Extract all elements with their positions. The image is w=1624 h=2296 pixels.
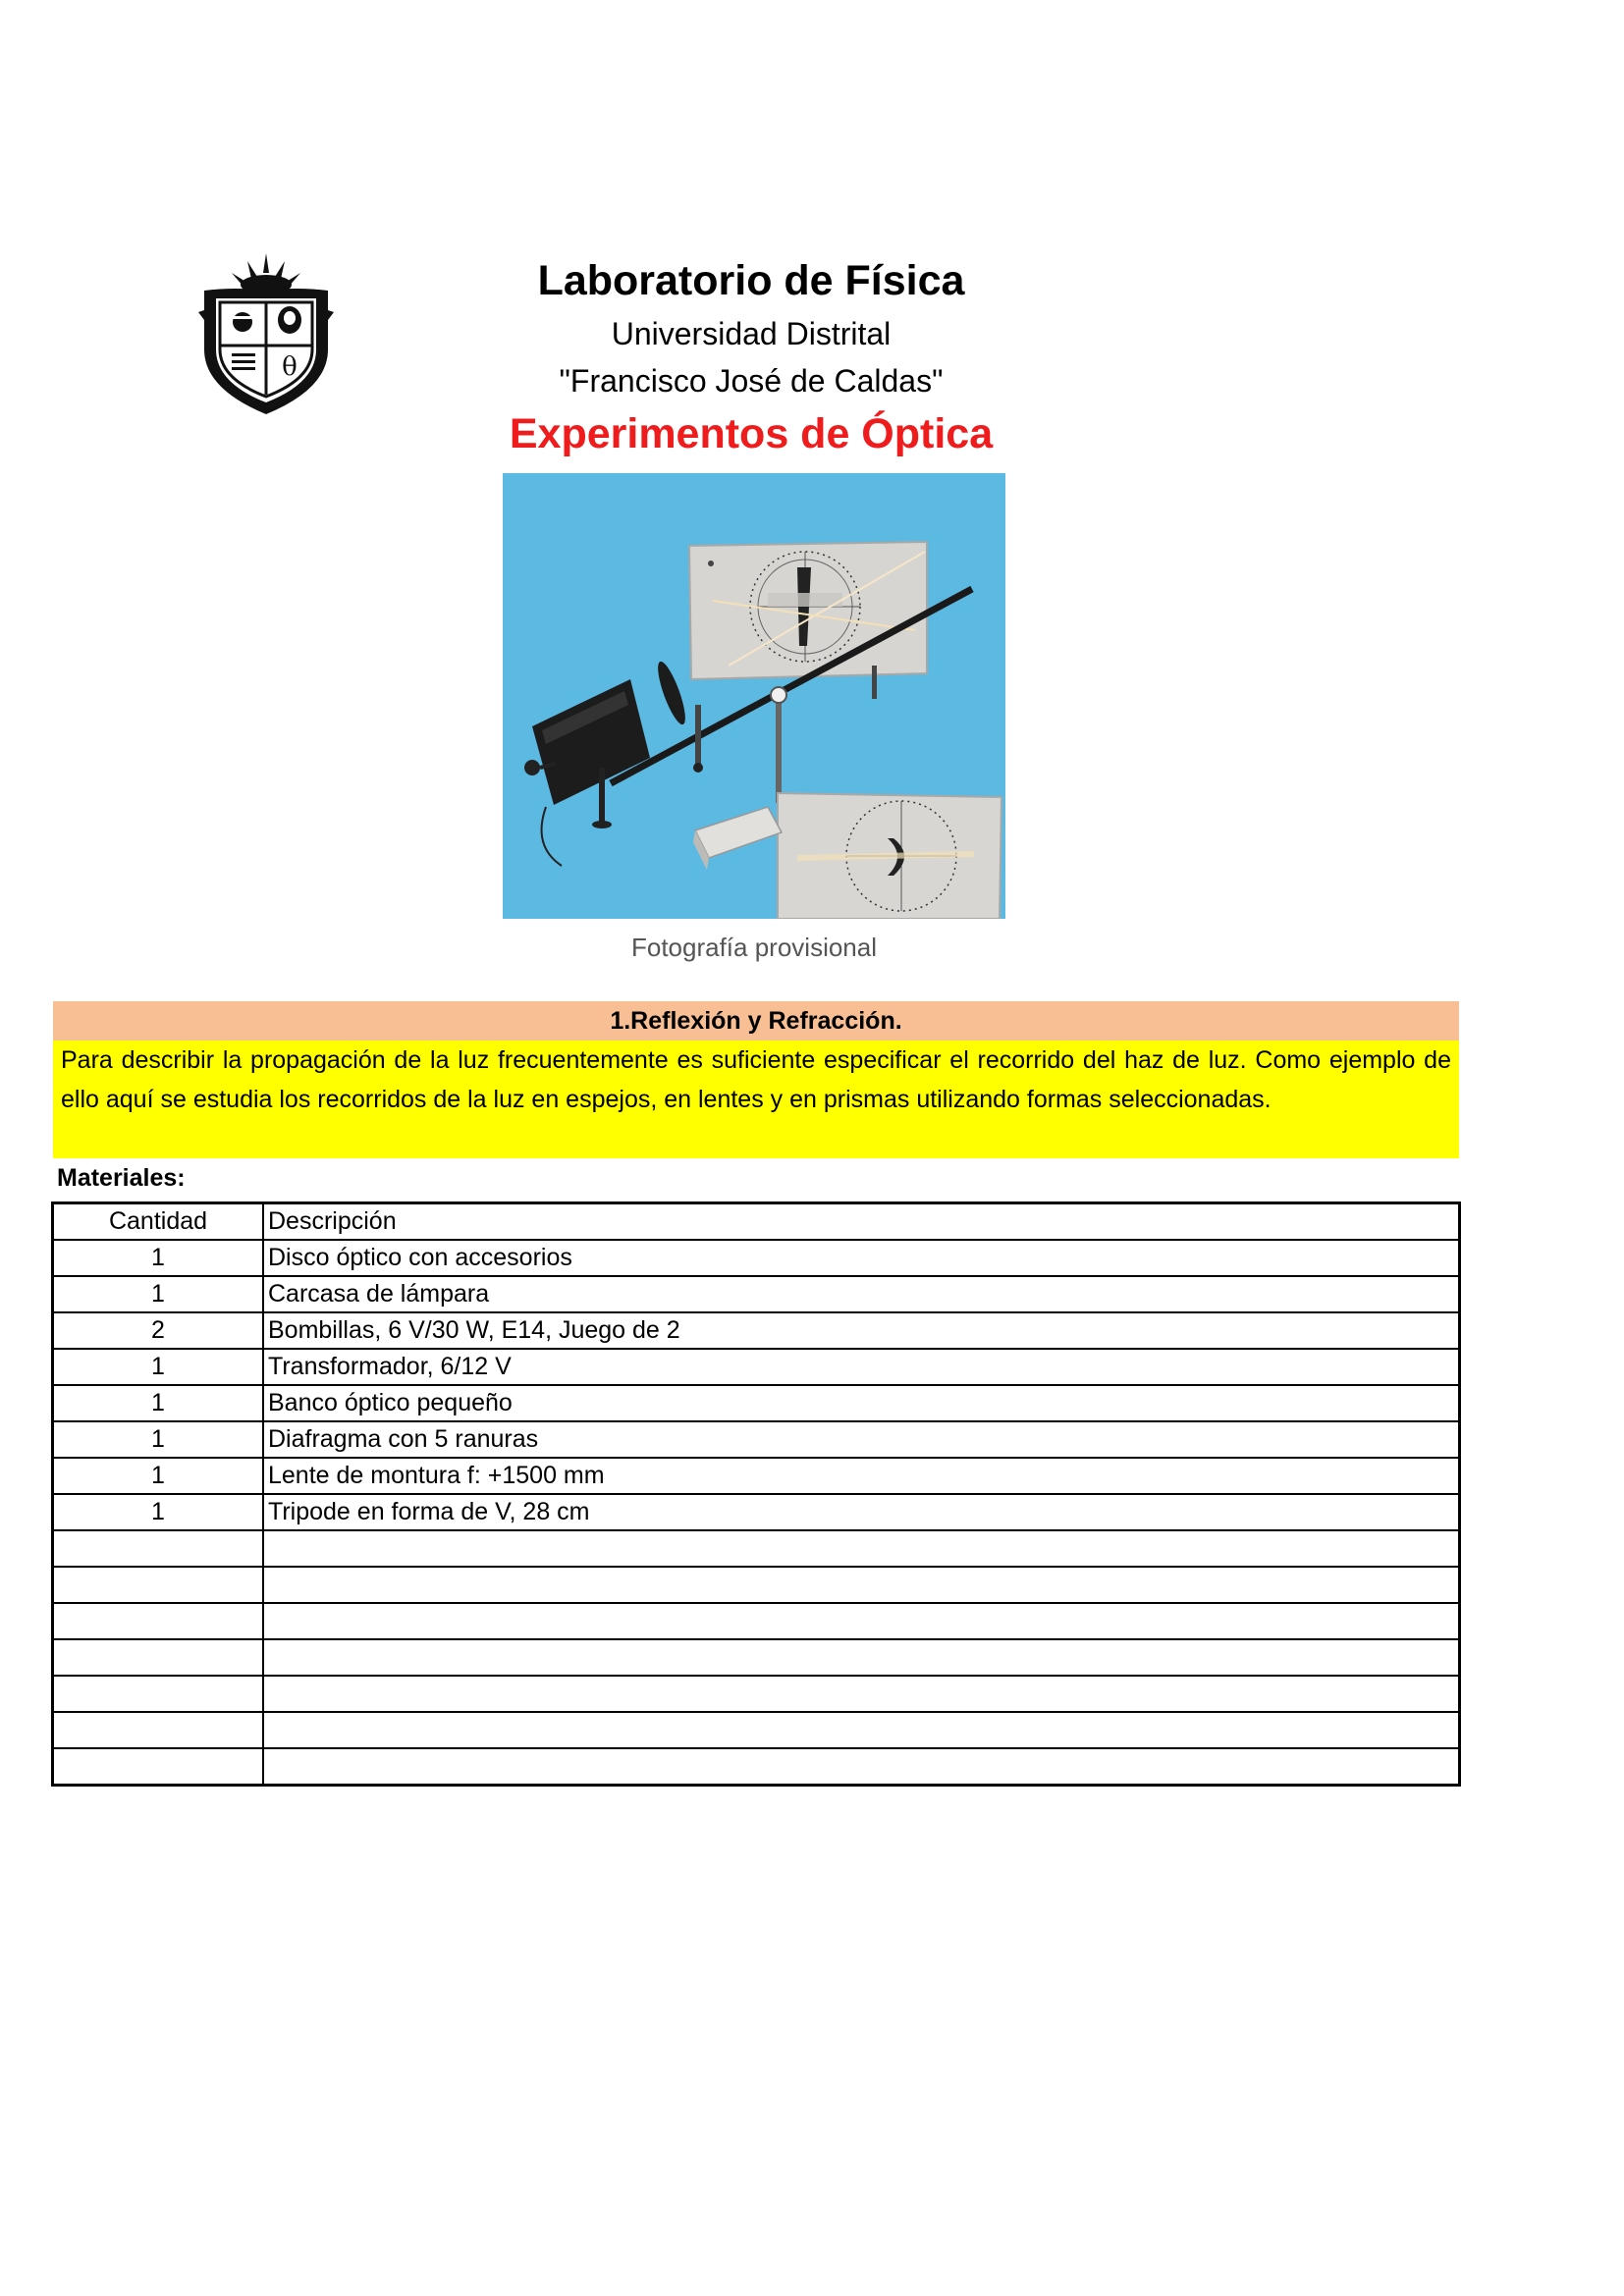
photo-caption: Fotografía provisional	[630, 933, 878, 962]
material-description: Disco óptico con accesorios	[263, 1240, 1460, 1276]
table-row	[53, 1530, 1460, 1567]
material-description: Diafragma con 5 ranuras	[263, 1421, 1460, 1458]
table-row	[53, 1240, 1460, 1276]
table-row	[53, 1712, 1460, 1748]
material-quantity	[53, 1603, 264, 1639]
table-row	[53, 1567, 1460, 1603]
material-description	[263, 1748, 1460, 1786]
material-quantity	[53, 1676, 264, 1712]
materials-table	[51, 1201, 1461, 1787]
material-quantity: 1	[53, 1421, 264, 1458]
table-row	[53, 1385, 1460, 1421]
material-quantity	[53, 1712, 264, 1748]
table-row	[53, 1603, 1460, 1639]
page-subtitle: Experimentos de Óptica	[509, 410, 994, 457]
column-header-description: Descripción	[263, 1203, 1460, 1241]
table-header-row	[53, 1203, 1460, 1241]
material-quantity: 1	[53, 1385, 264, 1421]
material-quantity	[53, 1748, 264, 1786]
material-description	[263, 1676, 1460, 1712]
material-description: Bombillas, 6 V/30 W, E14, Juego de 2	[263, 1312, 1460, 1349]
table-row	[53, 1276, 1460, 1312]
material-description: Lente de montura f: +1500 mm	[263, 1458, 1460, 1494]
university-name: Universidad Distrital	[611, 316, 892, 351]
material-quantity	[53, 1639, 264, 1676]
materials-label: Materiales:	[57, 1164, 186, 1192]
material-quantity: 1	[53, 1276, 264, 1312]
table-row	[53, 1639, 1460, 1676]
material-description: Transformador, 6/12 V	[263, 1349, 1460, 1385]
material-quantity	[53, 1567, 264, 1603]
material-description	[263, 1639, 1460, 1676]
material-description	[263, 1603, 1460, 1639]
material-description: Carcasa de lámpara	[263, 1276, 1460, 1312]
university-full-name: "Francisco José de Caldas"	[559, 363, 944, 399]
table-row	[53, 1349, 1460, 1385]
material-quantity: 1	[53, 1349, 264, 1385]
table-row	[53, 1312, 1460, 1349]
material-description	[263, 1530, 1460, 1567]
material-quantity	[53, 1530, 264, 1567]
material-quantity: 1	[53, 1240, 264, 1276]
material-quantity: 2	[53, 1312, 264, 1349]
table-row	[53, 1494, 1460, 1530]
material-description	[263, 1567, 1460, 1603]
page-title: Laboratorio de Física	[537, 257, 965, 304]
material-description: Banco óptico pequeño	[263, 1385, 1460, 1421]
material-quantity: 1	[53, 1494, 264, 1530]
table-row	[53, 1748, 1460, 1786]
table-row	[53, 1458, 1460, 1494]
optics-equipment-photo	[503, 473, 1005, 919]
table-row	[53, 1676, 1460, 1712]
column-header-quantity: Cantidad	[53, 1203, 264, 1241]
table-row	[53, 1421, 1460, 1458]
svg-text:θ: θ	[282, 352, 298, 382]
material-quantity: 1	[53, 1458, 264, 1494]
section-title: 1.Reflexión y Refracción.	[53, 1001, 1459, 1041]
material-description: Tripode en forma de V, 28 cm	[263, 1494, 1460, 1530]
section-description: Para describir la propagación de la luz frecuentemente es suficiente especificar el recorrido del haz de luz. Como ejemplo de ello aquí se estudia los recorridos de la luz en espejos, en lentes y en prismas utilizando formas seleccionadas.	[53, 1041, 1459, 1158]
material-description	[263, 1712, 1460, 1748]
